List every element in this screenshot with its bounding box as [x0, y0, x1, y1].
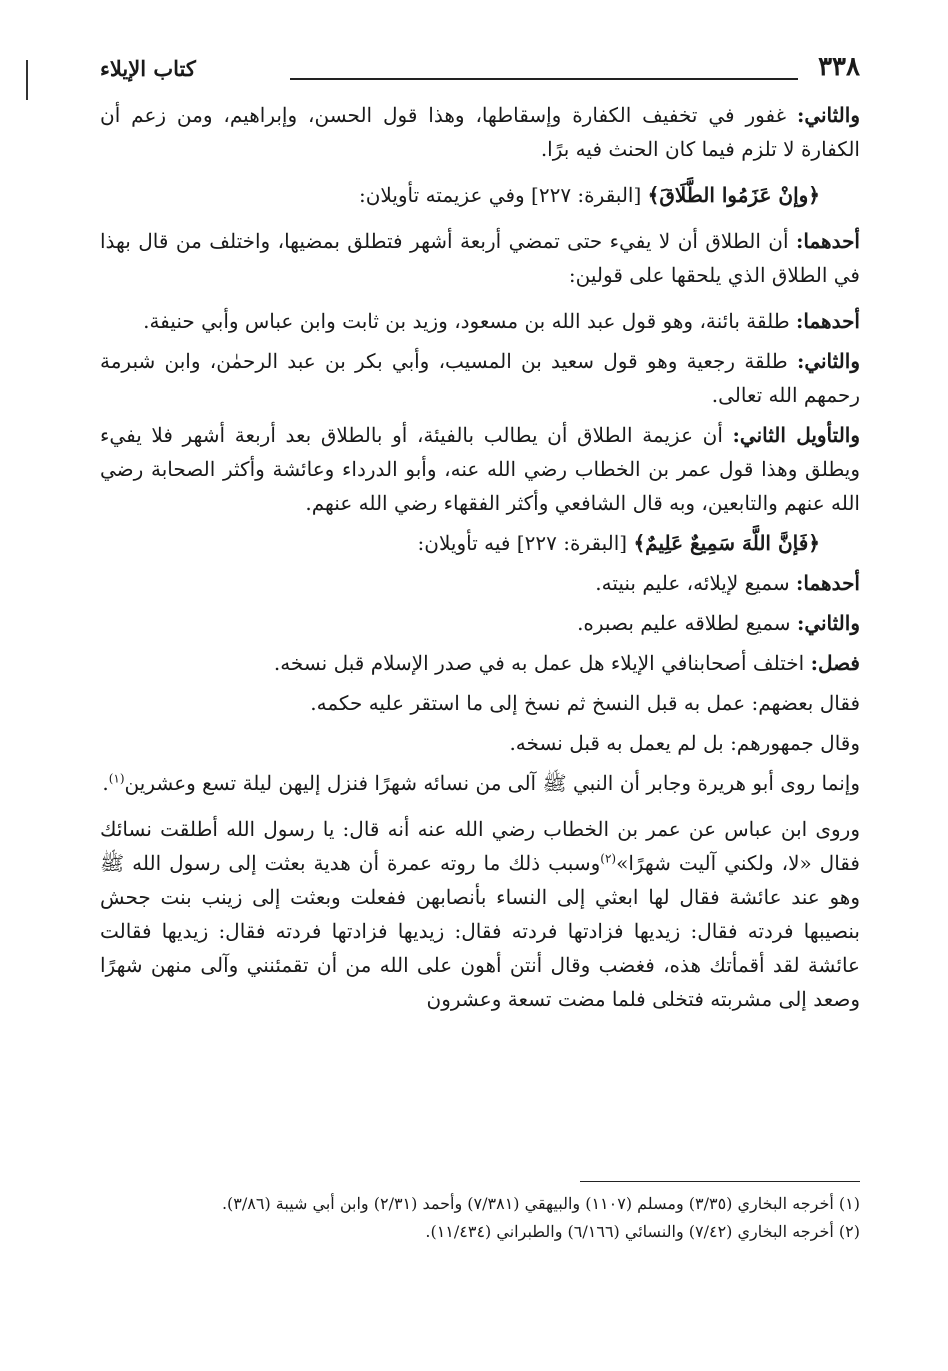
paragraph: والثاني: غفور في تخفيف الكفارة وإسقاطها، وهذا قول الحسن، وإبراهيم، ومن زعم أن الكفارة لا تلزم فيما كان الحنث فيه برًا.: [100, 103, 860, 161]
verse-paragraph: ﴿فَإنَّ اللَّهَ سَمِيعٌ عَلِيمٌ﴾ [البقرة: ٢٢٧] فيه تأويلان:: [417, 531, 820, 555]
main-text: [100, 98, 860, 1022]
footnote-ref: (١): [108, 771, 125, 786]
paragraph: فقال بعضهم: عمل به قبل النسخ ثم نسخ إلى ما استقر عليه حكمه.: [310, 691, 860, 715]
header-rule: [290, 78, 798, 80]
footnote-rule: [580, 1181, 860, 1182]
paragraph: وإنما روى أبو هريرة وجابر أن النبي ﷺ آلى من نسائه شهرًا فنزل إليهن ليلة تسع وعشرين$^{(١)}$.: [102, 771, 860, 795]
page-number: ٣٣٨: [818, 52, 860, 82]
paragraph: والثاني: سميع لطلاقه عليم بصبره.: [577, 611, 860, 635]
footnote: (٢) أخرجه البخاري (٧/٤٢) والنسائي (٦/١٦٦) والطبراني (١١/٤٣٤).: [425, 1222, 860, 1241]
binding-margin-line: [26, 60, 28, 100]
paragraph: أحدهما: أن الطلاق أن لا يفيء حتى تمضي أربعة أشهر فتطلق بمضيها، واختلف من قال بهذا في الطلاق الذي يلحقها على قولين:: [100, 229, 860, 287]
page-header: [100, 52, 860, 92]
paragraph: أحدهما: طلقة بائنة، وهو قول عبد الله بن مسعود، وزيد بن ثابت وابن عباس وأبي حنيفة.: [143, 309, 860, 333]
paragraph: وقال جمهورهم: بل لم يعمل به قبل نسخه.: [509, 731, 860, 755]
paragraph: والتأويل الثاني: أن عزيمة الطلاق أن يطالب بالفيئة، أو بالطلاق بعد أربعة أشهر فلا يفيء ويطلق وهذا قول عمر بن الخطاب رضي الله عنه، وأبو الدرداء وعائشة وأكثر الصحابة رضي الله عنهم والتابعين، وبه قال الشافعي وأكثر الفقهاء رضي الله عنهم.: [100, 423, 860, 515]
footnotes: [100, 1190, 860, 1246]
paragraph: أحدهما: سميع لإيلائه، عليم بنيته.: [595, 571, 860, 595]
running-title: كتاب الإيلاء: [100, 56, 196, 81]
paragraph: والثاني: طلقة رجعية وهو قول سعيد بن المسيب، وأبي بكر بن عبد الرحمٰن، وابن شبرمة رحمهم الله تعالى.: [100, 349, 860, 407]
paragraph: فصل: اختلف أصحابنافي الإيلاء هل عمل به في صدر الإسلام قبل نسخه.: [273, 651, 860, 675]
paragraph: وروى ابن عباس عن عمر بن الخطاب رضي الله عنه أنه قال: يا رسول الله أطلقت نسائك فقال «لا، ولكني آليت شهرًا»$^{(٢)}$وسبب ذلك ما روته عمرة أن هدية بعثت إلى رسول الله ﷺ وهو عند عائشة فقال لها ابعثي إلى النساء بأنصابهن ففعلت وبعثت إلى زينب بنت جحش بنصيبها فردته فقال: زيديها فزادتها فردته فقال: زيديها فزادتها فردته فقال: زيديها فقالت عائشة لقد أقمأتك هذه، فغضب وقال أنتن أهون على الله من أن تقمئنني وآلى منهن شهرًا وصعد إلى مشربته فتخلى فلما مضت تسعة وعشرون: [100, 817, 860, 1011]
footnote-ref: (٢): [600, 851, 617, 866]
verse-paragraph: ﴿وإنْ عَزَمُوا الطَّلَاقَ﴾ [البقرة: ٢٢٧] وفي عزيمته تأويلان:: [358, 183, 820, 207]
footnote: (١) أخرجه البخاري (٣/٣٥) ومسلم (١١٠٧) والبيهقي (٧/٣٨١) وأحمد (٢/٣١) وابن أبي شيبة (٣/٨٦).: [221, 1194, 860, 1213]
